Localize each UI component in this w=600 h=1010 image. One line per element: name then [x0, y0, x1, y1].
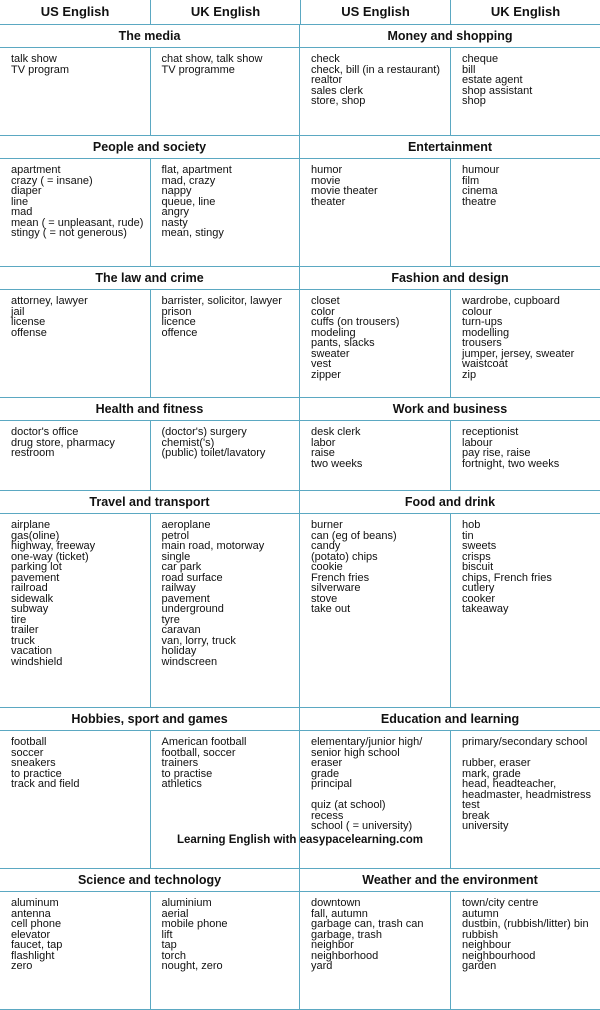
word-item: road surface	[161, 571, 223, 584]
word-item: barrister, solicitor, lawyer	[161, 295, 282, 307]
word-item: neighbor	[311, 939, 354, 951]
word-item: receptionist	[462, 426, 519, 438]
word-list-uk	[150, 290, 300, 397]
word-item: movie theater	[311, 185, 378, 197]
word-item: crazy ( = insane)	[11, 174, 93, 187]
section-data-row	[0, 48, 600, 136]
word-item: tin	[462, 529, 474, 542]
section-half-right	[300, 159, 600, 266]
word-list-uk	[150, 48, 300, 135]
section-data-row	[0, 892, 600, 1010]
word-item: sneakers	[11, 757, 56, 769]
word-list-us	[0, 159, 150, 266]
word-item: lift	[161, 928, 173, 941]
word-item: neighbour	[462, 939, 511, 951]
word-item: license	[11, 316, 46, 328]
word-item: trailer	[11, 624, 39, 636]
word-item: break	[462, 809, 490, 822]
word-item: labor	[311, 436, 336, 449]
word-item: TV program	[11, 63, 70, 76]
word-item: American football	[161, 736, 247, 748]
word-item: autumn	[462, 907, 499, 920]
word-item: realtor	[311, 74, 343, 86]
word-item: sidewalk	[11, 592, 54, 605]
word-item: neighborhood	[311, 949, 379, 962]
word-item: zip	[462, 368, 477, 381]
word-item: cutlery	[462, 582, 495, 594]
word-item: main road, motorway	[161, 540, 265, 552]
word-item: tap	[161, 939, 177, 951]
word-item: drug store, pharmacy	[11, 436, 115, 449]
word-item: TV programme	[161, 63, 235, 76]
word-item: theatre	[462, 195, 497, 208]
column-header-uk: UK English	[450, 0, 600, 24]
word-item: estate agent	[462, 74, 523, 86]
word-item: aluminum	[11, 897, 59, 909]
section-title: Fashion and design	[391, 271, 509, 285]
word-item: test	[462, 799, 480, 811]
word-item: mean ( = unpleasant, rude)	[11, 216, 144, 229]
word-item: closet	[311, 295, 340, 307]
word-item: headmaster, headmistress	[462, 788, 592, 801]
word-item: aerial	[161, 907, 189, 920]
word-item: senior high school	[311, 746, 400, 759]
word-list-uk	[150, 514, 300, 707]
word-item: doctor's office	[11, 426, 79, 438]
section-half-right	[300, 421, 600, 490]
word-item: shop assistant	[462, 84, 533, 97]
word-item: airplane	[11, 519, 51, 531]
word-item: athletics	[161, 778, 202, 790]
word-item: rubber, eraser	[462, 757, 531, 769]
section-title: Health and fitness	[0, 398, 300, 420]
word-item: color	[311, 305, 335, 318]
section-half-left	[0, 159, 300, 266]
word-item: chips, French fries	[462, 571, 552, 584]
section-half-right	[300, 514, 600, 707]
word-list-us	[300, 892, 450, 1009]
word-item: railway	[161, 582, 196, 594]
word-item: French fries	[311, 571, 370, 584]
section-title: The law and crime	[0, 267, 300, 289]
word-item: store, shop	[311, 95, 366, 107]
word-item: queue, line	[161, 195, 216, 208]
word-list-us	[0, 514, 150, 707]
word-item: elevator	[11, 928, 51, 941]
word-item: sales clerk	[311, 84, 363, 97]
section-title: Weather and the environment	[362, 873, 538, 887]
section-half-left	[0, 514, 300, 707]
word-item: theater	[311, 195, 346, 208]
word-item: candy	[311, 540, 341, 552]
word-item: antenna	[11, 907, 51, 920]
word-item: highway, freeway	[11, 540, 96, 552]
word-item: chemist('s)	[161, 436, 215, 449]
word-item: to practise	[161, 767, 213, 780]
word-list-us	[0, 48, 150, 135]
word-item: zipper	[311, 368, 341, 381]
section-data-row	[0, 514, 600, 708]
word-item: cinema	[462, 185, 498, 197]
word-item: apartment	[11, 164, 61, 176]
section-half-right	[300, 48, 600, 135]
word-item: van, lorry, truck	[161, 634, 236, 647]
word-item: aluminium	[161, 897, 212, 909]
word-item: soccer	[11, 746, 44, 759]
section-half-left	[0, 421, 300, 490]
section-title-row	[0, 136, 600, 159]
column-header-us: US English	[40, 4, 110, 19]
word-list-us	[300, 48, 450, 135]
section-title: The media	[0, 25, 300, 47]
word-item: petrol	[161, 529, 190, 542]
word-item: track and field	[11, 778, 80, 790]
word-item: film	[462, 174, 480, 187]
column-header-uk: UK English	[150, 0, 300, 24]
word-item: caravan	[161, 624, 201, 636]
word-item: windshield	[11, 655, 63, 668]
section-title: Money and shopping	[387, 29, 513, 43]
word-item: stove	[311, 592, 338, 605]
word-item: railroad	[11, 582, 48, 594]
word-item: mark, grade	[462, 767, 521, 780]
word-item: (public) toilet/lavatory	[161, 447, 266, 459]
word-item: school ( = university)	[311, 820, 413, 832]
word-list-us	[300, 421, 450, 490]
word-item: trousers	[462, 337, 502, 349]
word-item: jail	[11, 305, 25, 318]
word-item: check	[311, 53, 340, 65]
section-title-row	[0, 25, 600, 48]
word-item: crisps	[462, 550, 491, 563]
word-item: diaper	[11, 185, 42, 197]
section-half-left	[0, 290, 300, 397]
column-header-us: US English	[300, 0, 450, 24]
word-item: movie	[311, 174, 341, 187]
word-item: eraser	[311, 757, 343, 769]
word-item: truck	[11, 634, 35, 647]
word-item: angry	[161, 206, 190, 218]
word-item: take out	[311, 603, 351, 615]
word-item: licence	[161, 316, 196, 328]
word-item: yard	[311, 960, 333, 972]
word-item: bill	[462, 63, 476, 76]
word-item: sweets	[462, 540, 497, 552]
word-item: pavement	[161, 592, 210, 605]
word-item: nasty	[161, 216, 188, 229]
word-item: principal	[311, 778, 352, 790]
word-item: one-way (ticket)	[11, 550, 89, 563]
section-title: Food and drink	[404, 495, 496, 509]
word-item: to practice	[11, 767, 62, 780]
section-title: People and society	[0, 136, 300, 158]
word-item: subway	[11, 603, 49, 615]
section-title: Work and business	[392, 402, 508, 416]
word-item: mad	[11, 206, 33, 218]
section-title-row	[0, 398, 600, 421]
word-item: nappy	[161, 185, 192, 197]
word-item: hob	[462, 519, 481, 531]
word-list-us	[300, 159, 450, 266]
section-half-left	[0, 48, 300, 135]
word-item: pants, slacks	[311, 337, 375, 349]
word-item: garbage, trash	[311, 928, 382, 941]
word-item: mad, crazy	[161, 174, 216, 187]
word-item: flat, apartment	[161, 164, 232, 176]
word-item: (potato) chips	[311, 550, 378, 563]
word-item: pavement	[11, 571, 60, 584]
section-title: Science and technology	[0, 869, 300, 891]
word-item: sweater	[311, 347, 350, 360]
section-title-row	[0, 491, 600, 514]
word-item: cheque	[462, 53, 499, 65]
word-item: car park	[161, 561, 202, 573]
word-item: two weeks	[311, 457, 363, 470]
word-item: offence	[161, 326, 198, 339]
word-item: talk show	[11, 53, 57, 65]
section-title-row	[0, 267, 600, 290]
word-list-uk	[150, 421, 300, 490]
word-item: restroom	[11, 447, 55, 459]
word-item: tyre	[161, 613, 180, 626]
word-item: pay rise, raise	[462, 447, 531, 459]
word-item: check, bill (in a restaurant)	[311, 63, 440, 76]
word-item: football	[11, 736, 47, 748]
word-item: aeroplane	[161, 519, 211, 531]
word-item: cell phone	[11, 918, 62, 930]
word-list-us	[0, 290, 150, 397]
word-item: chat show, talk show	[161, 53, 263, 65]
word-item: vest	[311, 358, 332, 370]
word-item: humour	[462, 164, 500, 176]
word-list-uk	[450, 290, 600, 397]
word-list-uk	[450, 421, 600, 490]
word-item: colour	[462, 305, 492, 318]
word-item: mobile phone	[161, 918, 228, 930]
word-item: gas(oline)	[11, 529, 60, 542]
section-data-row	[0, 290, 600, 398]
word-item: garden	[462, 960, 497, 972]
word-item: modelling	[462, 326, 510, 339]
word-item: line	[11, 195, 29, 208]
word-item: torch	[161, 949, 186, 962]
word-item: turn-ups	[462, 316, 503, 328]
word-item: grade	[311, 767, 340, 780]
section-half-right	[300, 290, 600, 397]
section-title: Education and learning	[380, 712, 520, 726]
word-item: offense	[11, 326, 47, 339]
word-list-uk	[450, 892, 600, 1009]
footer-credit: Learning English with easypacelearning.com	[176, 834, 424, 846]
word-item: takeaway	[462, 603, 509, 615]
word-item: cookie	[311, 561, 343, 573]
word-item: tire	[11, 613, 27, 626]
word-item: windscreen	[161, 655, 218, 668]
column-header-row	[0, 0, 600, 25]
word-item: rubbish	[462, 928, 499, 941]
word-list-uk	[450, 48, 600, 135]
section-half-left	[0, 892, 300, 1009]
word-list-us	[300, 514, 450, 707]
word-item: biscuit	[462, 561, 494, 573]
word-item: primary/secondary school	[462, 736, 588, 748]
word-item: cooker	[462, 592, 496, 605]
word-item: labour	[462, 436, 493, 449]
section-title-row	[0, 708, 600, 731]
word-list-uk	[150, 892, 300, 1009]
word-item: dustbin, (rubbish/litter) bin	[462, 918, 589, 930]
word-item: parking lot	[11, 561, 62, 573]
section-data-row	[0, 159, 600, 267]
word-item: recess	[311, 809, 344, 822]
section-title: Travel and transport	[0, 491, 300, 513]
section-half-right	[300, 892, 600, 1009]
word-item: vacation	[11, 645, 52, 657]
word-list-uk	[450, 514, 600, 707]
word-item: football, soccer	[161, 746, 236, 759]
word-item: quiz (at school)	[311, 799, 386, 811]
word-item: cuffs (on trousers)	[311, 316, 400, 328]
sections-container	[0, 25, 600, 1010]
word-item: single	[161, 550, 191, 563]
word-item: prison	[161, 305, 192, 318]
word-item: fall, autumn	[311, 907, 368, 920]
word-item: head, headteacher,	[462, 778, 557, 790]
word-item: waistcoat	[462, 358, 508, 370]
word-item: shop	[462, 95, 486, 107]
section-title: Hobbies, sport and games	[0, 708, 300, 730]
section-data-row	[0, 421, 600, 491]
section-title-row	[0, 869, 600, 892]
word-item: modeling	[311, 326, 356, 339]
word-item: humor	[311, 164, 343, 176]
word-item: garbage can, trash can	[311, 918, 424, 930]
word-item: desk clerk	[311, 426, 361, 438]
word-item: nought, zero	[161, 960, 223, 972]
word-list-uk	[450, 159, 600, 266]
word-item: underground	[161, 603, 224, 615]
word-list-uk	[150, 159, 300, 266]
word-item: stingy ( = not generous)	[11, 227, 127, 239]
word-item: holiday	[161, 645, 197, 657]
word-item: flashlight	[11, 949, 55, 962]
word-item: university	[462, 820, 509, 832]
word-item: trainers	[161, 757, 199, 769]
word-item: burner	[311, 519, 343, 531]
word-item: town/city centre	[462, 897, 539, 909]
word-item: silverware	[311, 582, 361, 594]
word-list-us	[0, 892, 150, 1009]
word-list-us	[300, 290, 450, 397]
word-item: fortnight, two weeks	[462, 457, 560, 470]
word-item: wardrobe, cupboard	[462, 295, 560, 307]
word-item: can (eg of beans)	[311, 529, 397, 542]
word-list-us	[0, 421, 150, 490]
word-item: jumper, jersey, sweater	[462, 347, 575, 360]
word-item: neighbourhood	[462, 949, 536, 962]
word-item: mean, stingy	[161, 227, 224, 239]
word-item: faucet, tap	[11, 939, 63, 951]
word-item: zero	[11, 960, 33, 972]
word-item: downtown	[311, 897, 361, 909]
word-item: attorney, lawyer	[11, 295, 88, 307]
word-item: elementary/junior high/	[311, 736, 423, 748]
section-title: Entertainment	[407, 140, 493, 154]
word-item: raise	[311, 447, 335, 459]
word-item: (doctor's) surgery	[161, 426, 247, 438]
